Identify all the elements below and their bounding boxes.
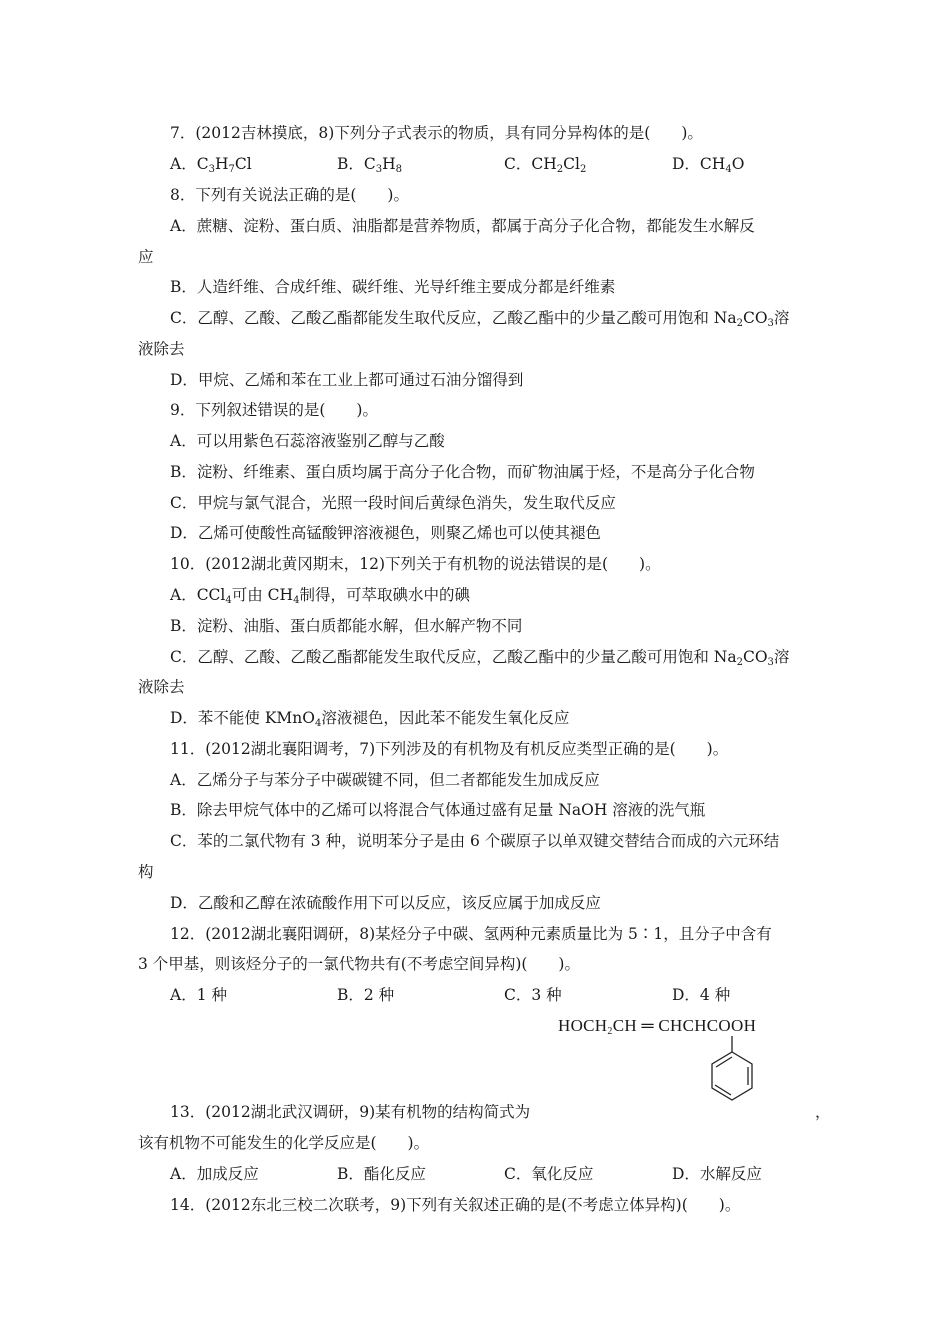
q8-option-c-line1: C．乙醇、乙酸、乙酸乙酯都能发生取代反应，乙酸乙酯中的少量乙酸可用饱和 $Na_2CO_3$溶 <box>170 309 790 329</box>
q13-option-d: D．水解反应 <box>672 1165 762 1183</box>
q13-structural-formula: $HOCH_2CH$ ═ CHCHCOOH <box>558 1016 757 1037</box>
q13-option-b: B．酯化反应 <box>337 1165 426 1183</box>
q8-option-a-line1: A．蔗糖、淀粉、蛋白质、油脂都是营养物质，都属于高分子化合物，都能发生水解反 <box>170 217 755 235</box>
q9-option-b: B．淀粉、纤维素、蛋白质均属于高分子化合物，而矿物油属于烃，不是高分子化合物 <box>170 463 755 481</box>
q14-stem: 14．(2012东北三校二次联考，9)下列有关叙述正确的是(不考虑立体异构)( )。 <box>170 1196 741 1214</box>
q9-option-d: D．乙烯可使酸性高锰酸钾溶液褪色，则聚乙烯也可以使其褪色 <box>170 524 601 542</box>
q10-option-c-line2: 液除去 <box>138 678 185 696</box>
q8-option-b: B．人造纤维、合成纤维、碳纤维、光导纤维主要成分都是纤维素 <box>170 278 616 296</box>
q10-option-d: D．苯不能使 KMnO$_4$溶液褪色，因此苯不能发生氧化反应 <box>170 709 570 729</box>
q9-stem: 9．下列叙述错误的是( )。 <box>170 401 378 419</box>
q11-option-c-line2: 构 <box>138 863 154 881</box>
q7-option-d: D．$CH_4O$ <box>672 155 745 175</box>
q10-stem: 10．(2012湖北黄冈期末，12)下列关于有机物的说法错误的是( )。 <box>170 555 661 573</box>
q11-stem: 11．(2012湖北襄阳调考，7)下列涉及的有机物及有机反应类型正确的是( )。 <box>170 740 729 758</box>
q8-stem: 8．下列有关说法正确的是( )。 <box>170 186 409 204</box>
q10-option-c-line1: C．乙醇、乙酸、乙酸乙酯都能发生取代反应，乙酸乙酯中的少量乙酸可用饱和 $Na_2CO_3$溶 <box>170 648 790 668</box>
q7-option-c: C．$CH_2Cl_2$ <box>504 155 587 175</box>
q9-option-a: A．可以用紫色石蕊溶液鉴别乙醇与乙酸 <box>170 432 445 450</box>
q7-option-b: B．$C_3H_8$ <box>337 155 403 175</box>
q12-stem-line1: 12．(2012湖北襄阳调研，8)某烃分子中碳、氢两种元素质量比为 5∶1，且分子中含有 <box>170 925 772 943</box>
q11-option-b: B．除去甲烷气体中的乙烯可以将混合气体通过盛有足量 NaOH 溶液的洗气瓶 <box>170 801 706 819</box>
q13-stem-line2: 该有机物不可能发生的化学反应是( )。 <box>138 1134 430 1152</box>
q8-option-c-line2: 液除去 <box>138 340 185 358</box>
q13-option-a: A．加成反应 <box>170 1165 259 1183</box>
q11-option-c-line1: C．苯的二氯代物有 3 种，说明苯分子是由 6 个碳原子以单双键交替结合而成的六元环结 <box>170 832 780 850</box>
q7-option-a: A．$C_3H_7Cl$ <box>170 155 252 175</box>
q13-option-c: C．氧化反应 <box>504 1165 594 1183</box>
q11-option-a: A．乙烯分子与苯分子中碳碳键不同，但二者都能发生加成反应 <box>170 771 600 789</box>
q11-option-d: D．乙酸和乙醇在浓硫酸作用下可以反应，该反应属于加成反应 <box>170 894 601 912</box>
q13-stem-line1: 13．(2012湖北武汉调研，9)某有机物的结构简式为 <box>170 1103 531 1121</box>
q12-option-c: C．3 种 <box>504 986 562 1004</box>
q12-option-b: B．2 种 <box>337 986 395 1004</box>
q12-stem-line2: 3 个甲基，则该烃分子的一氯代物共有(不考虑空间异构)( )。 <box>138 955 580 973</box>
q7-stem: 7．(2012吉林摸底，8)下列分子式表示的物质，具有同分异构体的是( )。 <box>170 124 703 142</box>
q8-option-d: D．甲烷、乙烯和苯在工业上都可通过石油分馏得到 <box>170 371 524 389</box>
benzene-ring-diagram <box>694 1036 764 1118</box>
q12-option-a: A．1 种 <box>170 986 227 1004</box>
q12-option-d: D．4 种 <box>672 986 731 1004</box>
q13-stem-comma: ， <box>815 1103 831 1121</box>
q10-option-b: B．淀粉、油脂、蛋白质都能水解，但水解产物不同 <box>170 617 523 635</box>
q10-option-a: A．CCl$_4$可由 $CH_4$制得，可萃取碘水中的碘 <box>170 586 470 606</box>
q8-option-a-line2: 应 <box>138 248 154 266</box>
q9-option-c: C．甲烷与氯气混合，光照一段时间后黄绿色消失，发生取代反应 <box>170 494 616 512</box>
